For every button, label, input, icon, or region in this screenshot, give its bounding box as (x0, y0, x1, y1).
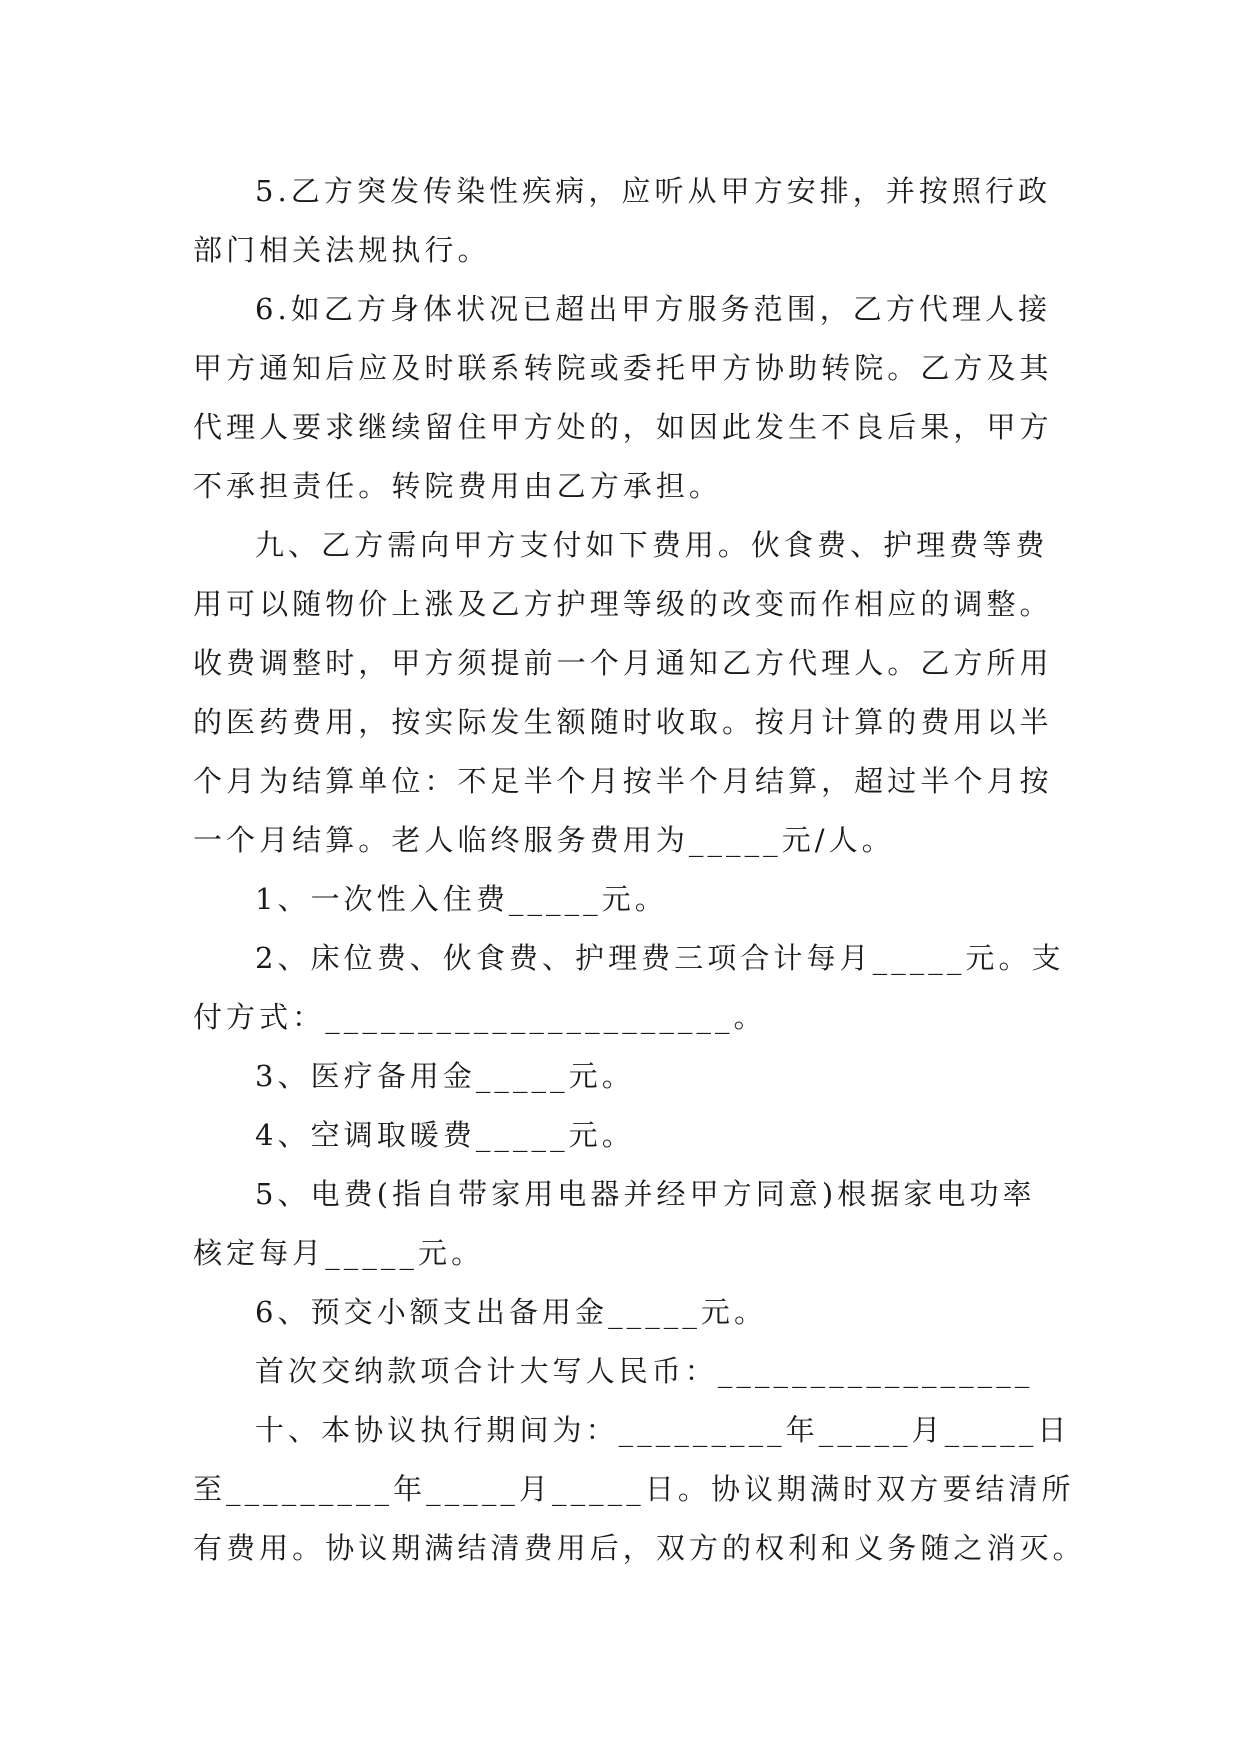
paragraph-line: 不承担责任。转院费用由乙方承担。 (193, 469, 722, 503)
paragraph-first-line: 4、空调取暖费_____元。 (255, 1118, 635, 1152)
paragraph-first-line: 3、医疗备用金_____元。 (255, 1059, 635, 1093)
paragraph-first-line: 1、一次性入住费_____元。 (255, 882, 668, 916)
paragraph-line: 代理人要求继续留住甲方处的，如因此发生不良后果，甲方 (193, 410, 1053, 444)
paragraph-line: 至_________年_____月_____日。协议期满时双方要结清所 (193, 1472, 1075, 1506)
paragraph-first-line: 6.如乙方身体状况已超出甲方服务范围，乙方代理人接 (255, 292, 1052, 326)
paragraph-line: 用可以随物价上涨及乙方护理等级的改变而作相应的调整。 (193, 587, 1053, 621)
paragraph-clause-5-quarantine (193, 162, 1073, 280)
paragraph-line: 收费调整时，甲方须提前一个月通知乙方代理人。乙方所用 (193, 646, 1053, 680)
paragraph-line: 有费用。协议期满结清费用后，双方的权利和义务随之消灭。 (193, 1531, 1086, 1565)
paragraph-first-line: 十、本协议执行期间为：_________年_____月_____日 (255, 1413, 1071, 1447)
paragraph-line: 甲方通知后应及时联系转院或委托甲方协助转院。乙方及其 (193, 351, 1053, 385)
paragraph-line: 付方式：______________________。 (193, 1000, 767, 1034)
paragraph-line: 的医药费用，按实际发生额随时收取。按月计算的费用以半 (193, 705, 1053, 739)
paragraph-fee-5-electricity (193, 1165, 1073, 1283)
paragraph-fee-1-admission (193, 870, 1073, 929)
paragraph-line: 核定每月_____元。 (193, 1236, 485, 1270)
paragraph-article-10-term (193, 1401, 1086, 1578)
paragraph-first-line: 首次交纳款项合计大写人民币：_________________ (255, 1354, 1034, 1388)
paragraph-fee-6-petty-reserve (193, 1283, 1073, 1342)
paragraph-article-9-fees (193, 516, 1073, 870)
paragraph-line: 部门相关法规执行。 (193, 233, 491, 267)
paragraph-first-line: 5、电费(指自带家用电器并经甲方同意)根据家电功率 (255, 1177, 1036, 1211)
paragraph-fee-4-heating (193, 1106, 1073, 1165)
paragraph-first-line: 九、乙方需向甲方支付如下费用。伙食费、护理费等费 (255, 528, 1049, 562)
paragraph-fee-2-monthly (193, 929, 1073, 1047)
paragraph-first-line: 2、床位费、伙食费、护理费三项合计每月_____元。支 (255, 941, 1065, 975)
paragraph-first-payment-total (193, 1342, 1073, 1401)
paragraph-clause-6-transfer (193, 280, 1073, 516)
paragraph-first-line: 5.乙方突发传染性疾病，应听从甲方安排，并按照行政 (255, 174, 1052, 208)
paragraph-line: 一个月结算。老人临终服务费用为_____元/人。 (193, 823, 895, 857)
paragraph-fee-3-medical-reserve (193, 1047, 1073, 1106)
paragraph-line: 个月为结算单位：不足半个月按半个月结算，超过半个月按 (193, 764, 1053, 798)
document-body (193, 162, 1086, 1578)
paragraph-first-line: 6、预交小额支出备用金_____元。 (255, 1295, 768, 1329)
